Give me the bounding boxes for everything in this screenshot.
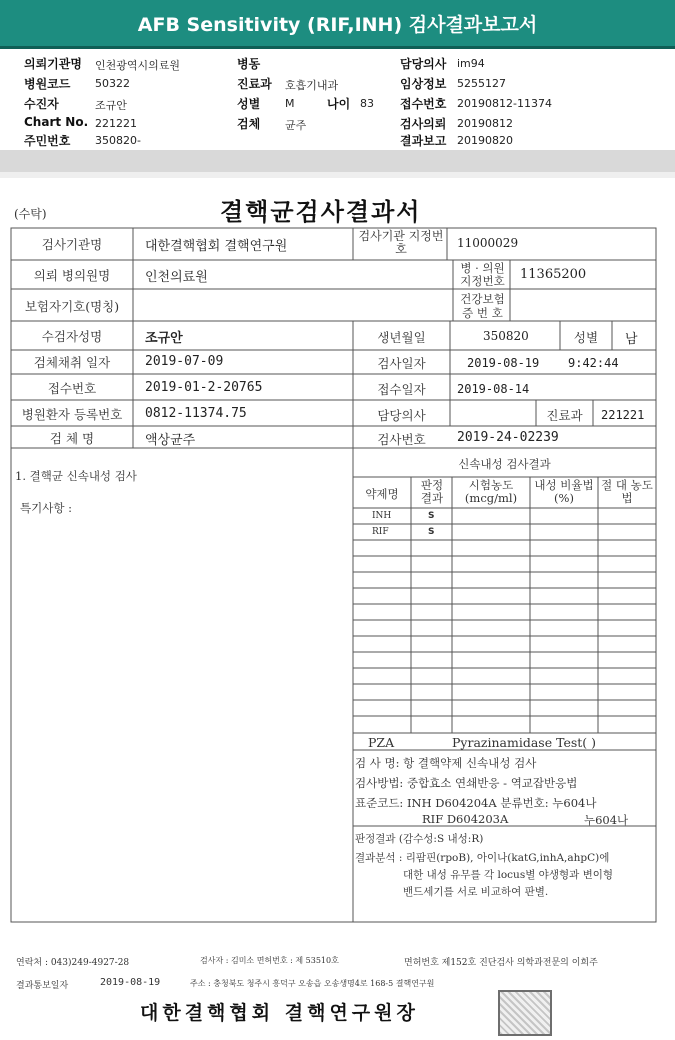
regno-label: 병원환자 등록번호 (21, 407, 123, 422)
field-label: 성별 (237, 97, 261, 111)
field-value: M (285, 97, 295, 110)
field-value: 균주 (285, 119, 307, 132)
dept-value: 221221 (601, 408, 645, 422)
field-value: 221221 (95, 117, 137, 130)
field-label: 주민번호 (24, 134, 71, 148)
field-label: 담당의사 (400, 57, 447, 71)
drug-cell: INH (372, 511, 392, 521)
col-header-absolute: 절 대 농도법 (601, 478, 653, 505)
specimen-value: 액상균주 (145, 433, 196, 448)
sex-label: 성별 (573, 330, 599, 345)
field-label: 수진자 (24, 97, 59, 111)
testdate-value: 2019-08-19 (467, 356, 540, 370)
report-date: 2019-08-19 (100, 977, 161, 988)
field-label: 접수번호 (400, 97, 447, 111)
report-date-label: 결과통보일자 (16, 981, 69, 991)
recdate-label: 접수일자 (377, 382, 426, 397)
result-cell: S (428, 511, 435, 521)
pza-label: PZA (368, 735, 395, 750)
inst-label: 검사기관명 (41, 237, 103, 252)
specimen-label: 검 체 명 (49, 431, 95, 446)
field-value: 조규안 (95, 99, 127, 112)
field-value: 350820- (95, 134, 141, 147)
test-item: 1. 결핵균 신속내성 검사 (15, 469, 137, 483)
standard-code-2-class: 누604나 (584, 813, 629, 827)
field-value: 인천광역시의료원 (95, 59, 181, 72)
ins-code-label: 건강보험 증 번 호 (460, 292, 505, 320)
regno-value: 0812-11374.75 (145, 406, 247, 421)
field-value: 83 (360, 97, 374, 110)
sex-value: 남 (625, 332, 638, 347)
analysis-line: 밴드세기를 서로 비교하여 판별. (403, 886, 549, 898)
hosp-code-value: 11365200 (520, 267, 587, 282)
hosp-label: 의뢰 병의원명 (33, 268, 111, 283)
col-header-conc: 시험농도 (mcg/ml) (464, 478, 518, 505)
report-title: AFB Sensitivity (RIF,INH) 검사결과보고서 (137, 14, 538, 36)
form-title: 결핵균검사결과서 (220, 197, 422, 226)
field-label: 의뢰기관명 (24, 57, 82, 71)
address: 주소 : 충청북도 청주시 흥덕구 오송읍 오송생명4로 168-5 결핵연구원 (190, 979, 435, 988)
physician-license: 면허번호 제152호 진단검사 의학과전문의 이희주 (404, 958, 598, 968)
field-label: 검사의뢰 (400, 117, 447, 131)
judge-legend: 판정결과 (감수성:S 내성:R) (355, 833, 484, 845)
testtime-value: 9:42:44 (568, 356, 619, 370)
testdate-label: 검사일자 (377, 356, 426, 371)
field-label: 검체 (237, 117, 261, 131)
result-cell: S (428, 527, 435, 537)
doctor-label: 담당의사 (377, 408, 426, 423)
drug-cell: RIF (372, 527, 389, 537)
field-value: 5255127 (457, 77, 506, 90)
collect-value: 2019-07-09 (145, 354, 224, 369)
method-name: 검 사 명: 항 결핵약제 신속내성 검사 (355, 756, 537, 770)
recdate-value: 2019-08-14 (457, 382, 530, 396)
field-label: 결과보고 (400, 134, 447, 148)
result-table-title: 신속내성 검사결과 (458, 457, 551, 471)
hosp-code-label: 병 · 의원 지정번호 (460, 261, 505, 288)
col-header-ratio: 내성 비율법(%) (534, 478, 594, 505)
inst-code-value: 11000029 (457, 236, 519, 250)
contact: 연락처 : 043)249-4927-28 (16, 958, 130, 968)
field-value: 20190812-11374 (457, 97, 552, 110)
inst-value: 대한결핵협회 결핵연구원 (145, 239, 288, 254)
testno-value: 2019-24-02239 (457, 430, 559, 445)
field-label: 나이 (327, 97, 351, 111)
inst-code-label: 검사기관 지정번호 (358, 229, 444, 256)
recno-label: 접수번호 (47, 381, 97, 396)
col-header-drug: 약제명 (365, 487, 399, 501)
testno-label: 검사번호 (377, 432, 426, 447)
field-value: 호흡기내과 (285, 79, 339, 92)
insurer-label: 보험자기호(명칭) (24, 299, 120, 314)
dob-label: 생년월일 (377, 330, 426, 345)
organization-name: 대한결핵협회 결핵연구원장 (140, 1002, 419, 1024)
analysis-line: 결과분석 : 리팜핀(rpoB), 아이나(katG,inhA,ahpC)에 (355, 852, 610, 864)
field-label: 진료과 (237, 77, 272, 91)
recno-value: 2019-01-2-20765 (145, 380, 263, 395)
field-value: 20190812 (457, 117, 513, 130)
dob-value: 350820 (483, 329, 529, 343)
col-header-result: 판정 결과 (420, 478, 444, 505)
consignment-label: (수탁) (14, 207, 47, 221)
patient-label: 수검자성명 (41, 329, 103, 344)
patient-value: 조규안 (145, 331, 183, 346)
collect-label: 검체채취 일자 (33, 355, 111, 370)
field-label: 병원코드 (24, 77, 71, 91)
field-value: 50322 (95, 77, 130, 90)
analysis-line: 대한 내성 유무를 각 locus별 야생형과 변이형 (403, 869, 614, 881)
dept-label: 진료과 (546, 408, 583, 423)
pza-test: Pyrazinamidase Test( ) (452, 735, 597, 750)
field-value: im94 (457, 57, 485, 70)
method-desc: 검사방법: 중합효소 연쇄반응 - 역교잡반응법 (355, 776, 578, 790)
standard-code-2: RIF D604203A (422, 812, 509, 826)
standard-code-1: 표준코드: INH D604204A 분류번호: 누604나 (355, 796, 597, 810)
field-value: 20190820 (457, 134, 513, 147)
examiner: 검사자 : 김미소 면허번호 : 제 53510호 (200, 956, 339, 965)
field-label: 병동 (237, 57, 261, 71)
official-seal (498, 990, 552, 1036)
hosp-value: 인천의료원 (145, 270, 208, 285)
field-label: 임상정보 (400, 77, 447, 91)
field-label: Chart No. (24, 115, 89, 129)
remarks-label: 특기사항 : (20, 501, 72, 515)
